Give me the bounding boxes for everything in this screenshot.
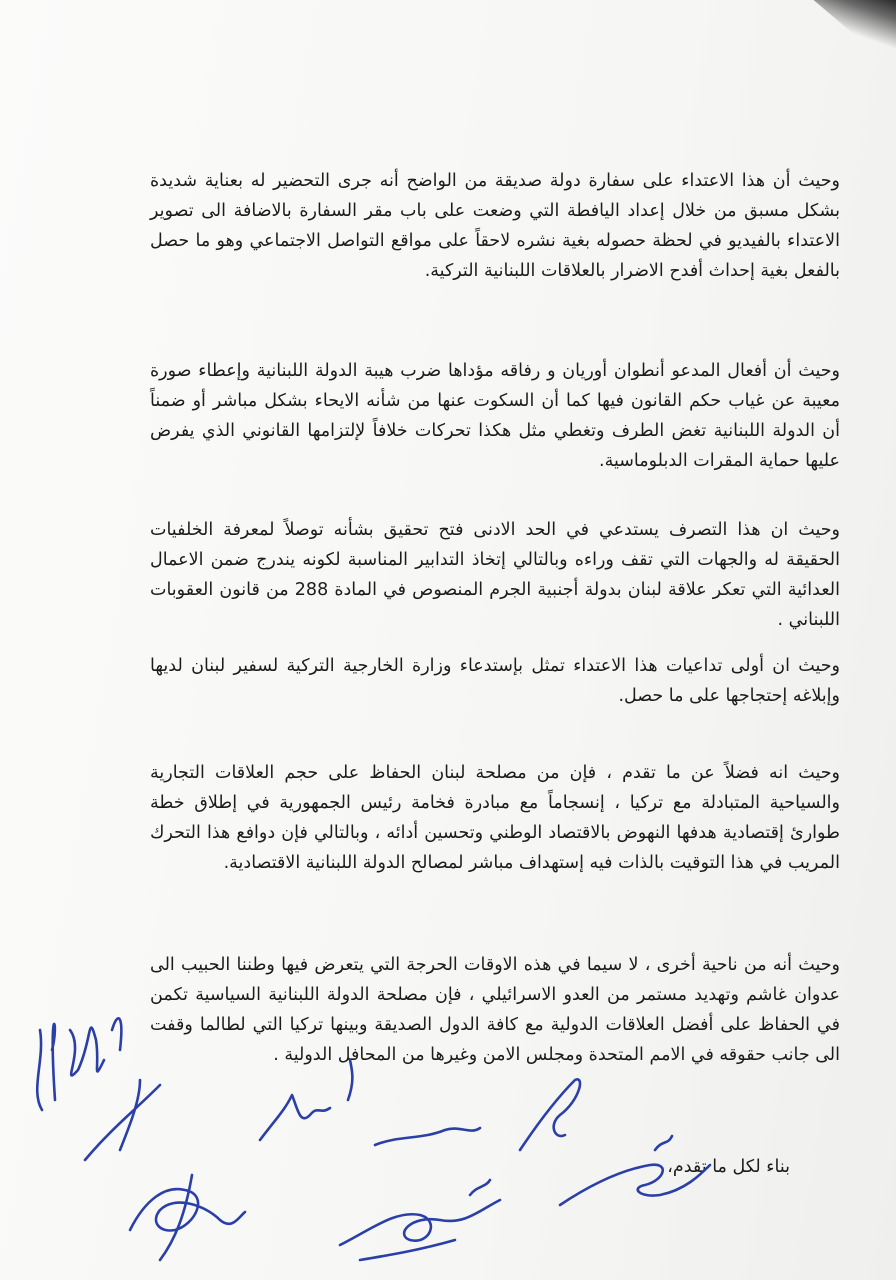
signature-mark — [470, 1180, 490, 1195]
signature-mark — [348, 1060, 352, 1100]
signature-mark — [260, 1095, 330, 1140]
signature-mark — [37, 1018, 121, 1110]
paragraph-foreign-ministry: وحيث ان أولى تداعيات هذا الاعتداء تمثل بإستدعاء وزارة الخارجية التركية لسفير لبنان لديها وإبلاغه إحتجاجها على ما حصل. — [150, 655, 840, 706]
paragraph-actions-impact: وحيث أن أفعال المدعو أنطوان أوريان و رفاقه مؤداها ضرب هيبة الدولة اللبنانية وإعطاء صورة معيبة عن غياب حكم القانون فيها كما أن السكوت عنها من شأنه الايحاء بشكل مباشر أو ضمناً أن الدولة اللبنانية تغض الطرف وتغطي مثل هكذا تحركات خلافاً لإلتزامها القانوني الذي يفرض عليها حماية المقرات الدبلوماسية. — [150, 360, 840, 471]
signature-mark — [85, 1080, 160, 1160]
signature-mark — [160, 1175, 192, 1260]
paragraph-economic-relations: وحيث انه فضلاً عن ما تقدم ، فإن من مصلحة لبنان الحفاظ على حجم العلاقات التجارية والسياحية المتبادلة مع تركيا ، إنسجاماً مع مبادرة فخامة رئيس الجمهورية في إطلاق خطة طوارئ إقتصادية هدفها النهوض بالاقتصاد الوطني وتحسين أدائه ، وبالتالي فإن دوافع هذا التحرك المريب في هذا التوقيت بالذات فيه إستهداف مباشر لمصالح الدولة اللبنانية الاقتصادية. — [150, 762, 840, 873]
paragraph-embassy-attack: وحيث أن هذا الاعتداء على سفارة دولة صديقة من الواضح أنه جرى التحضير له بعناية شديدة بشكل مسبق من خلال إعداد اليافطة التي وضعت على باب مقر السفارة بالاضافة الى تصوير الاعتداء بالفيديو في لحظة حصوله بغية نشره لاحقاً على مواقع التواصل الاجتماعي وهو ما حصل بالفعل بغية إحداث أفدح الاضرار بالعلاقات اللبنانية التركية. — [150, 170, 840, 281]
signature-mark — [655, 1136, 672, 1150]
signature-mark — [560, 1165, 710, 1205]
paragraph-investigation: وحيث ان هذا التصرف يستدعي في الحد الادنى فتح تحقيق بشأنه توصلاً لمعرفة الخلفيات الحقيقة له والجهات التي تقف وراءه وبالتالي إتخاذ التدابير المناسبة لكونه يندرج ضمن الاعمال العدائية التي تعكر علاقة لبنان بدولة أجنبية الجرم المنصوص في المادة 288 من قانون العقوبات اللبناني . — [150, 519, 840, 630]
closing-line: بناء لكل ما تقدم، — [667, 1156, 790, 1177]
signature-mark — [375, 1128, 480, 1145]
paragraph-political-interest: وحيث أنه من ناحية أخرى ، لا سيما في هذه الاوقات الحرجة التي يتعرض فيها وطننا الحبيب الى عدوان غاشم وتهديد مستمر من العدو الاسرائيلي ، فإن مصلحة الدولة اللبنانية السياسية تكمن في الحفاظ على أفضل العلاقات الدولية مع كافة الدول الصديقة وبينها تركيا التي لطالما وقفت الى جانب حقوقه في الامم المتحدة ومجلس الامن وغيرها من المحافل الدولية . — [150, 954, 840, 1065]
signature-mark — [520, 1079, 580, 1150]
signature-mark — [340, 1200, 500, 1260]
